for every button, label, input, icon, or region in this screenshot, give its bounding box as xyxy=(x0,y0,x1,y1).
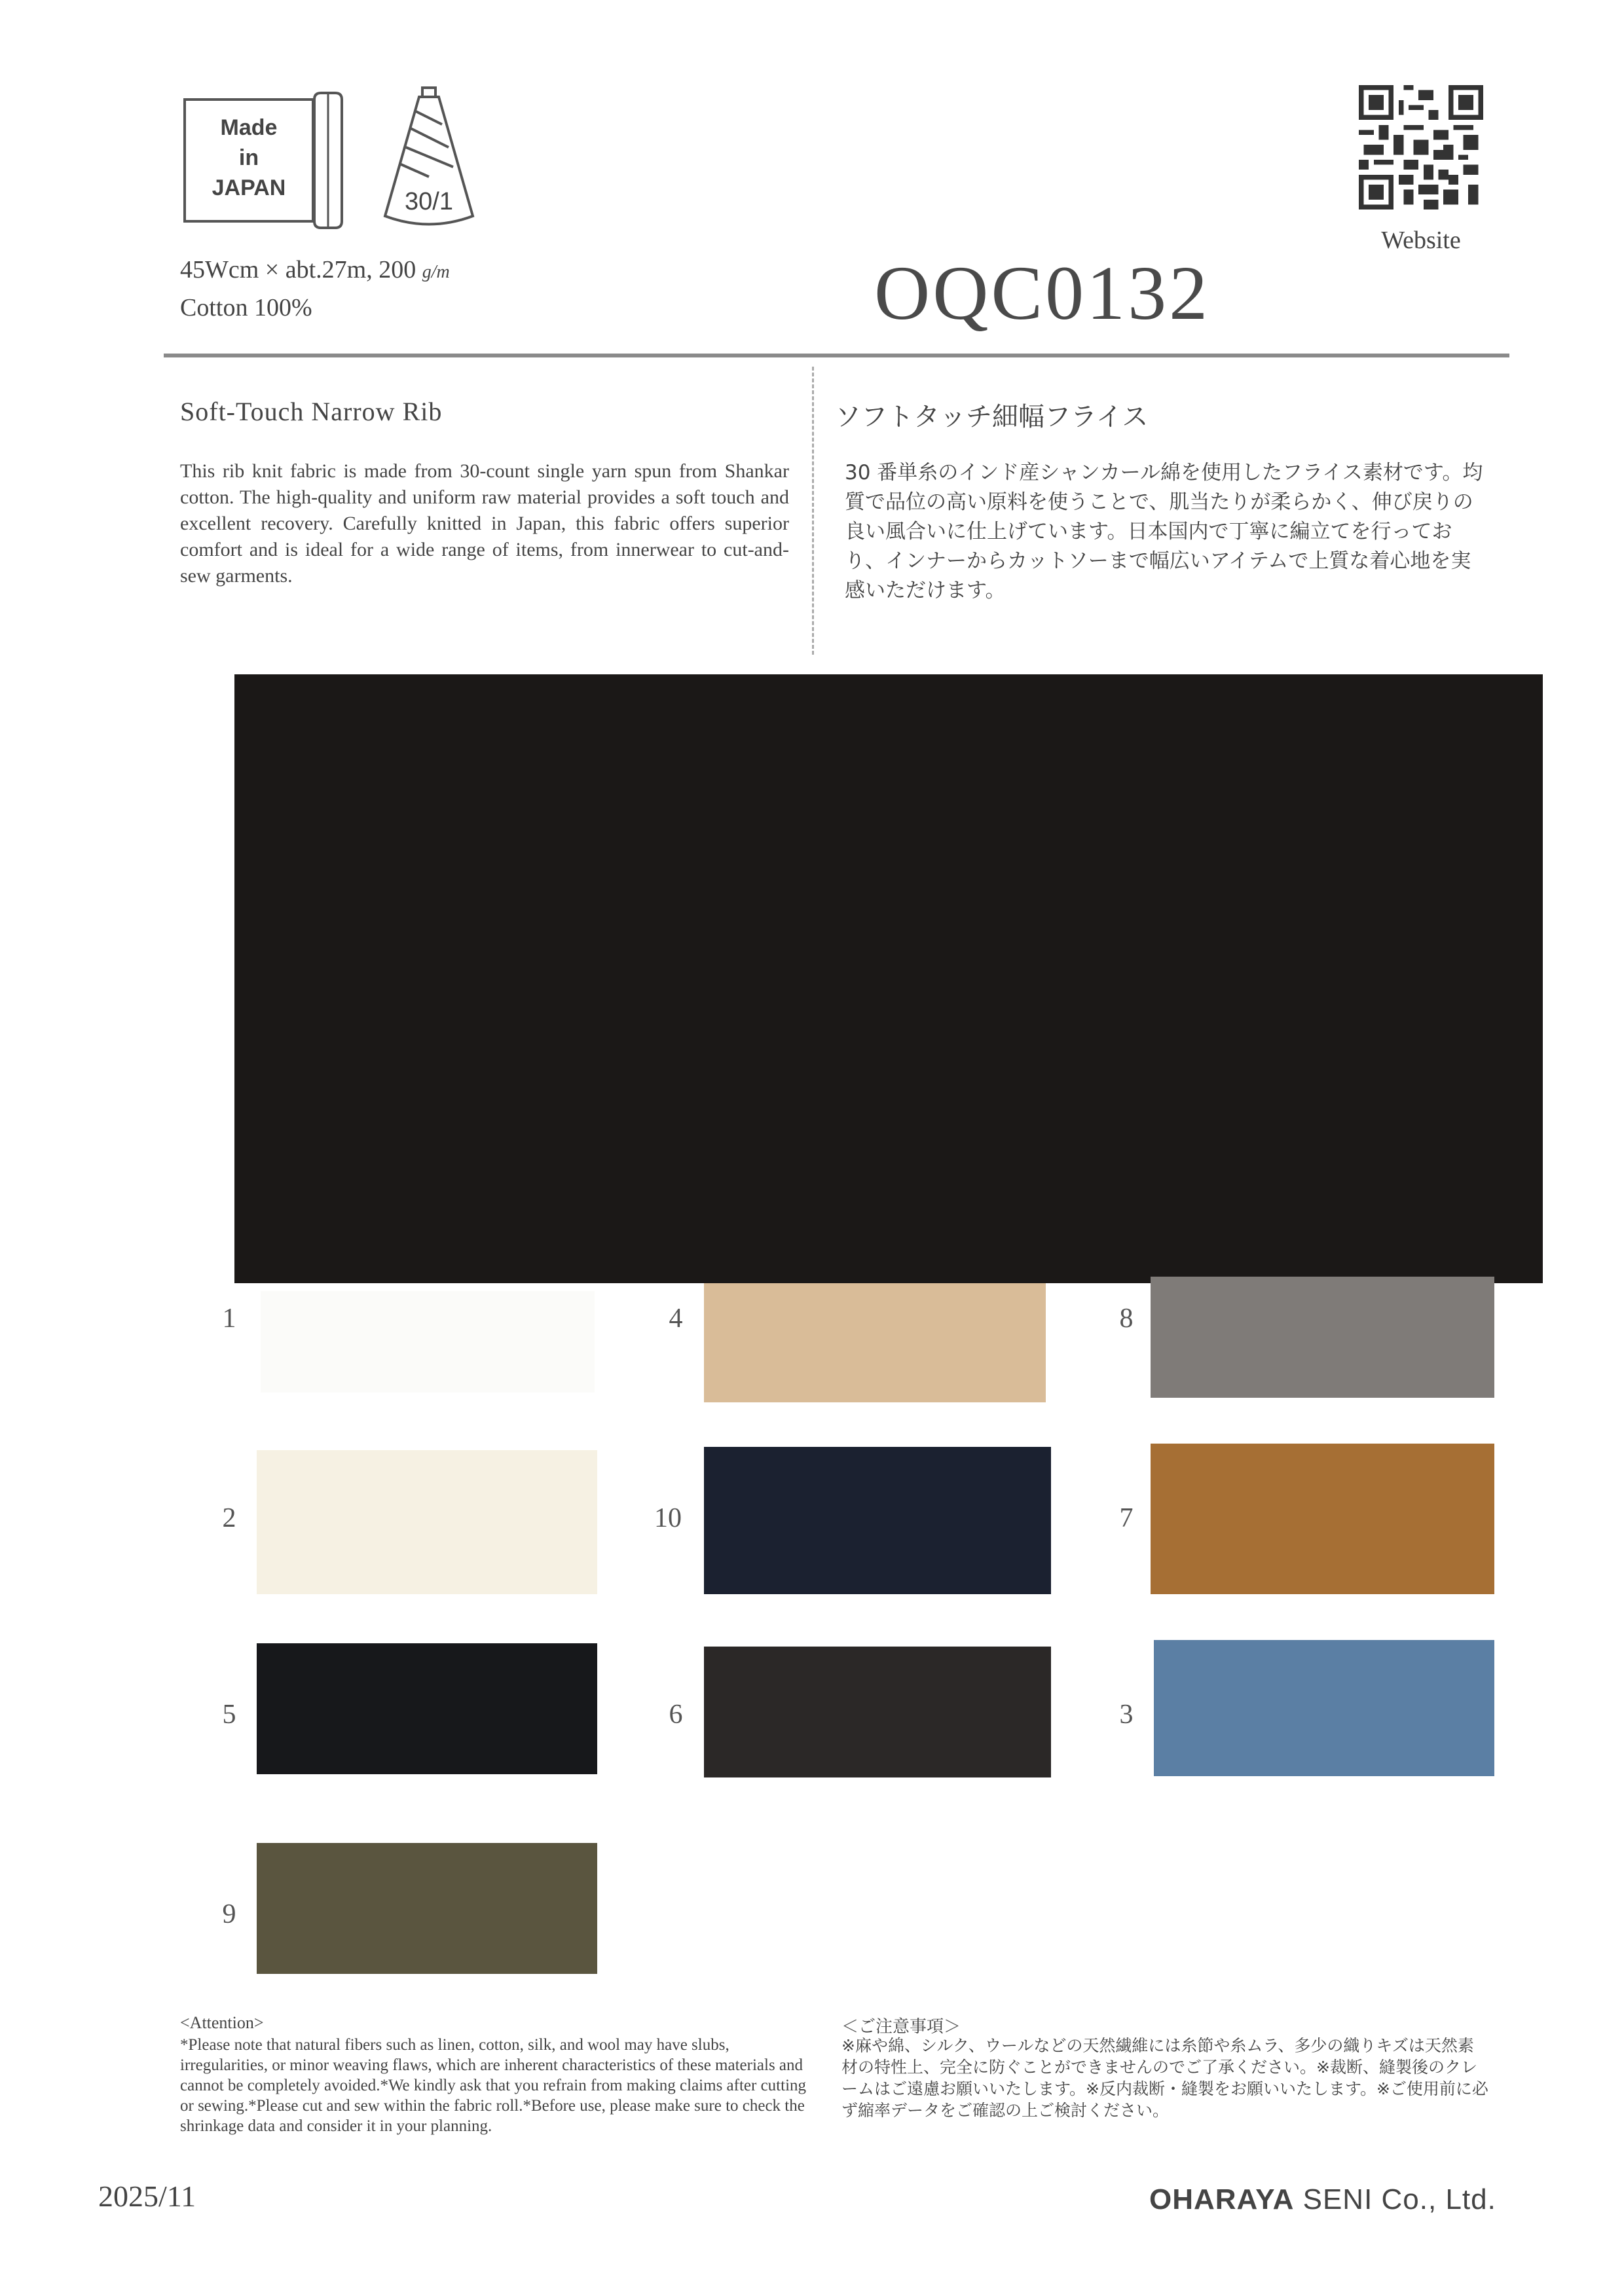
product-title-en: Soft-Touch Narrow Rib xyxy=(180,397,443,426)
swatch-6 xyxy=(704,1647,1051,1777)
column-divider xyxy=(812,367,814,655)
swatch-number: 10 xyxy=(654,1503,682,1533)
swatch-number: 8 xyxy=(1119,1303,1134,1334)
attention-title-en: <Attention> xyxy=(180,2013,264,2032)
size-weight-spec xyxy=(180,255,450,284)
swatch-7 xyxy=(1151,1444,1494,1594)
swatch-number: 1 xyxy=(222,1303,236,1334)
company-name xyxy=(1149,2183,1496,2216)
attention-text-jp: ※麻や綿、シルク、ウールなどの天然繊維には糸節や糸ムラ、多少の織りキズは天然素材の特性上、完全に防ぐことができませんのでご了承ください。※裁断、縫製後のクレームはご遠慮お願いいたします。※反内裁断・縫製をお願いいたします。※ご使用前に必ず縮率データをご確認の上ご検討ください。 xyxy=(841,2036,1488,2120)
badge-line-1: Made xyxy=(220,115,278,140)
website-label[interactable]: Website xyxy=(1381,227,1461,254)
product-title-jp: ソフトタッチ細幅フライス xyxy=(835,402,1149,432)
attention-title-jp: ＜ご注意事項＞ xyxy=(841,2017,961,2037)
yarn-cone-icon xyxy=(380,85,478,229)
swatch-number: 9 xyxy=(222,1899,236,1929)
composition-spec: Cotton 100% xyxy=(180,294,312,321)
issue-date: 2025/11 xyxy=(98,2179,196,2213)
swatch-number: 6 xyxy=(669,1700,683,1730)
company-name-bold: OHARAYA xyxy=(1149,2183,1295,2215)
swatch-2 xyxy=(257,1450,597,1594)
swatch-10 xyxy=(704,1447,1051,1594)
swatch-5 xyxy=(257,1643,597,1774)
made-in-japan-badge xyxy=(183,98,314,223)
swatch-8 xyxy=(1151,1277,1494,1398)
header-divider xyxy=(164,354,1509,357)
description-en: This rib knit fabric is made from 30-count single yarn spun from Shankar cotton. The high-quality and uniform raw material provides a soft touch and excellent recovery. Carefully knitted in Japan, this fabric offers superior comfort and is ideal for a wide range of items, from innerwear to cut-and-sew garments. xyxy=(180,460,789,587)
badge-line-3: JAPAN xyxy=(212,175,286,200)
main-fabric-swatch xyxy=(234,674,1543,1283)
swatch-9 xyxy=(257,1843,597,1974)
qr-code-icon[interactable] xyxy=(1359,85,1483,210)
badge-line-2: in xyxy=(238,145,259,170)
description-jp: 30 番単糸のインド産シャンカール綿を使用したフライス素材です。均質で品位の高い原料を使うことで、肌当たりが柔らかく、伸び戻りの良い風合いに仕上げています。日本国内で丁寧に編立てを行っており、インナーからカットソーまで幅広いアイテムで上質な着心地を実感いただけます。 xyxy=(845,461,1483,602)
yarn-count: 30/1 xyxy=(405,188,453,215)
swatch-number: 5 xyxy=(222,1700,236,1730)
swatch-1 xyxy=(261,1291,595,1393)
size-spec: 45Wcm × abt.27m, 200 xyxy=(180,256,416,283)
swatch-number: 3 xyxy=(1119,1700,1134,1730)
fabric-roll-icon xyxy=(313,92,343,229)
weight-unit: g/m xyxy=(422,262,450,282)
product-code: OQC0132 xyxy=(874,250,1211,336)
swatch-4 xyxy=(704,1283,1046,1402)
attention-text-en: *Please note that natural fibers such as linen, cotton, silk, and wool may have slubs, irregularities, or minor weaving flaws, which are inherent characteristics of these materials and cannot be completely avoided.*We kindly ask that you refrain from making claims after cutting or sewing.*Please cut and sew within the fabric roll.*Before use, please make sure to check the shrinkage data and consider it in your planning. xyxy=(180,2036,807,2135)
swatch-number: 7 xyxy=(1119,1503,1134,1533)
swatch-number: 4 xyxy=(669,1303,683,1334)
company-name-rest: SENI Co., Ltd. xyxy=(1294,2183,1496,2215)
swatch-3 xyxy=(1154,1640,1494,1776)
swatch-number: 2 xyxy=(222,1503,236,1533)
